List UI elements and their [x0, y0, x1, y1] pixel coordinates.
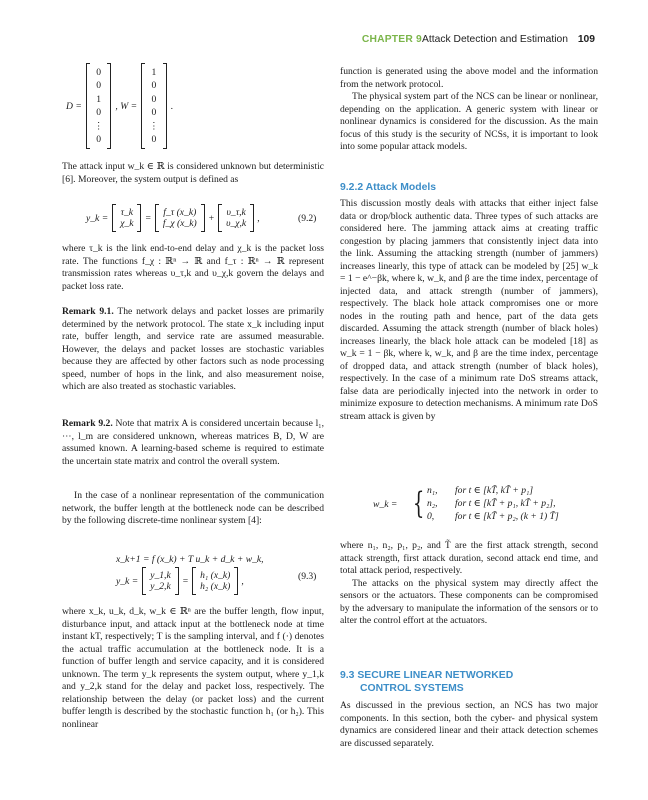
equation-9-3-line1: x_k+1 = f (x_k) + T u_k + d_k + w_k,: [116, 554, 264, 565]
paragraph-where-n: where n₁, n₂, p₁, p₂, and T̃ are the first attack strength, second attack strength, first attack duration, second attack end time, and total attack period, respectively. The attacks on the physical system may directly affect the sensors or the actuators. These components can be compromised by the adversary to manipulate the information of the sensors or to alter the control effort at the actuators.: [340, 540, 598, 626]
paragraph-attack-models: This discussion mostly deals with attacks that either inject false data or drop/block authentic data. Three types of such attacks are considered here. The jamming attack aims at creating traffic congestion by placing jammers that consistently inject data into the link. Assuming the attacking strength (number of jammers) increases linearly, this type of attack can be modeled by [25] w_k = 1 − e^−βk, where k, w_k, and β are the time index, percentage of injected data, and attack strength (number of jammers), respectively. The black hole attack compromises one or more nodes in the routing path and hence, part of the data gets discarded. Assuming the attack strength (number of black holes) increases linearly, the black hole attack can be modeled [18] as w_k = 1 − βk, where k, w_k, and β are the time index, percentage of dropped data, and attack strength (number of black holes), respectively. In the case of a minimum rate DoS streams attack, false data are periodically injected into the network in order to minimize exposure to detection mechanisms. A minimum rate DoS stream attack is given by: [340, 198, 598, 422]
matrix-w-label: , W =: [115, 100, 138, 112]
running-header: [0, 33, 648, 49]
matrix-w: 1 0 0 0 ⋮ 0: [149, 66, 159, 145]
section-title: Attack Detection and Estimation: [422, 34, 568, 45]
paragraph-attack-input: The attack input w_k ∈ ℝ is considered unknown but deterministic [6]. Moreover, the system output is defined as: [62, 161, 324, 185]
matrix-d: 0 0 1 0 ⋮ 0: [93, 66, 104, 145]
matrix-d-label: D =: [66, 100, 82, 112]
matrix-definitions: D = 0 0 1 0 ⋮ 0 , W = 1 0 0 0 ⋮ 0 .: [66, 62, 173, 150]
paragraph-function-generated: function is generated using the above model and the information from the network protocol. The physical system part of the NCS can be linear or nonlinear, depending on the application. A generic system with linear or nonlinear dynamics is considered for the discussion. As the main focus of this study is the security of NCSs, it is important to look into some popular attack models.: [340, 66, 598, 152]
page-number: 109: [577, 34, 595, 45]
heading-secure-linear: 9.3 SECURE LINEAR NETWORKED CONTROL SYSTEMS: [340, 670, 514, 694]
paragraph-secure: As discussed in the previous section, an NCS has two major components. In this section, both the cyber- and physical system dynamics are considered linear and their attack detection schemes are discussed separately.: [340, 700, 598, 749]
equation-piecewise: w_k = { n₁, for t ∈ [kT̃, kT̃ + p₁] n₂, for t ∈ [kT̃ + p₁, kT̃ + p₂], 0, for t ∈ [kT̃ + p₂, (k + 1) T̃]: [373, 485, 559, 522]
equation-9-2: y_k = τ_k χ_k = f_τ (x_k) f_χ (x_k) + υ_τ,k υ_χ,k ,: [86, 203, 260, 233]
equation-number-9-2: (9.2): [298, 213, 317, 224]
equation-9-3-line2: y_k = y_1,k y_2,k = h₁ (x_k) h₂ (x_k) ,: [116, 566, 244, 596]
paragraph-where-x: where x_k, u_k, d_k, w_k ∈ ℝⁿ are the buffer length, flow input, disturbance input, and attack input at the bottleneck node at time instant kT, respectively; T is the sampling interval, and f (·) denotes the actual traffic accumulation at the bottleneck node. It is a function of buffer length and service capacity, and it is considered unknown. The term y_k represents the system output, where y_1,k and y_2,k stand for the delay and packet loss, respectively. The relationship between the delay (or packet loss) and the current buffer length is described by the stochastic function h₁ (or h₂). This nonlinear: [62, 606, 324, 730]
remark-9-1: Remark 9.1. The network delays and packet losses are primarily determined by the network protocol. The state x_k including input rate, buffer length, and service rate are assumed measurable. However, the delays and packet losses are stochastic variables because they are affected by other factors such as node processing speed, number of hops in the link, and also measurement noise, which are also treated as stochastic variables.: [62, 306, 325, 392]
paragraph-where-tau: where τ_k is the link end-to-end delay and χ_k is the packet loss rate. The functions f_χ : ℝⁿ → ℝ and f_τ : ℝⁿ → ℝ represent transmission rates whereas υ_τ,k and υ_χ,k govern the delays and packet loss rate.: [62, 243, 324, 292]
equation-number-9-3: (9.3): [298, 571, 317, 582]
heading-attack-models: 9.2.2 Attack Models: [340, 182, 437, 193]
remark-9-2: Remark 9.2. Note that matrix A is considered uncertain because l₁, ⋯, l_m are considered unknown, whereas matrices B, D, W are assumed known. A learning-based scheme is required to estimate the uncertain state matrix and control the overall system.: [62, 418, 324, 467]
paragraph-nonlinear: In the case of a nonlinear representation of the communication network, the buffer length at the bottleneck node can be described by the following discrete-time nonlinear system [4]:: [62, 490, 324, 526]
chapter-label: CHAPTER 9: [361, 34, 422, 45]
